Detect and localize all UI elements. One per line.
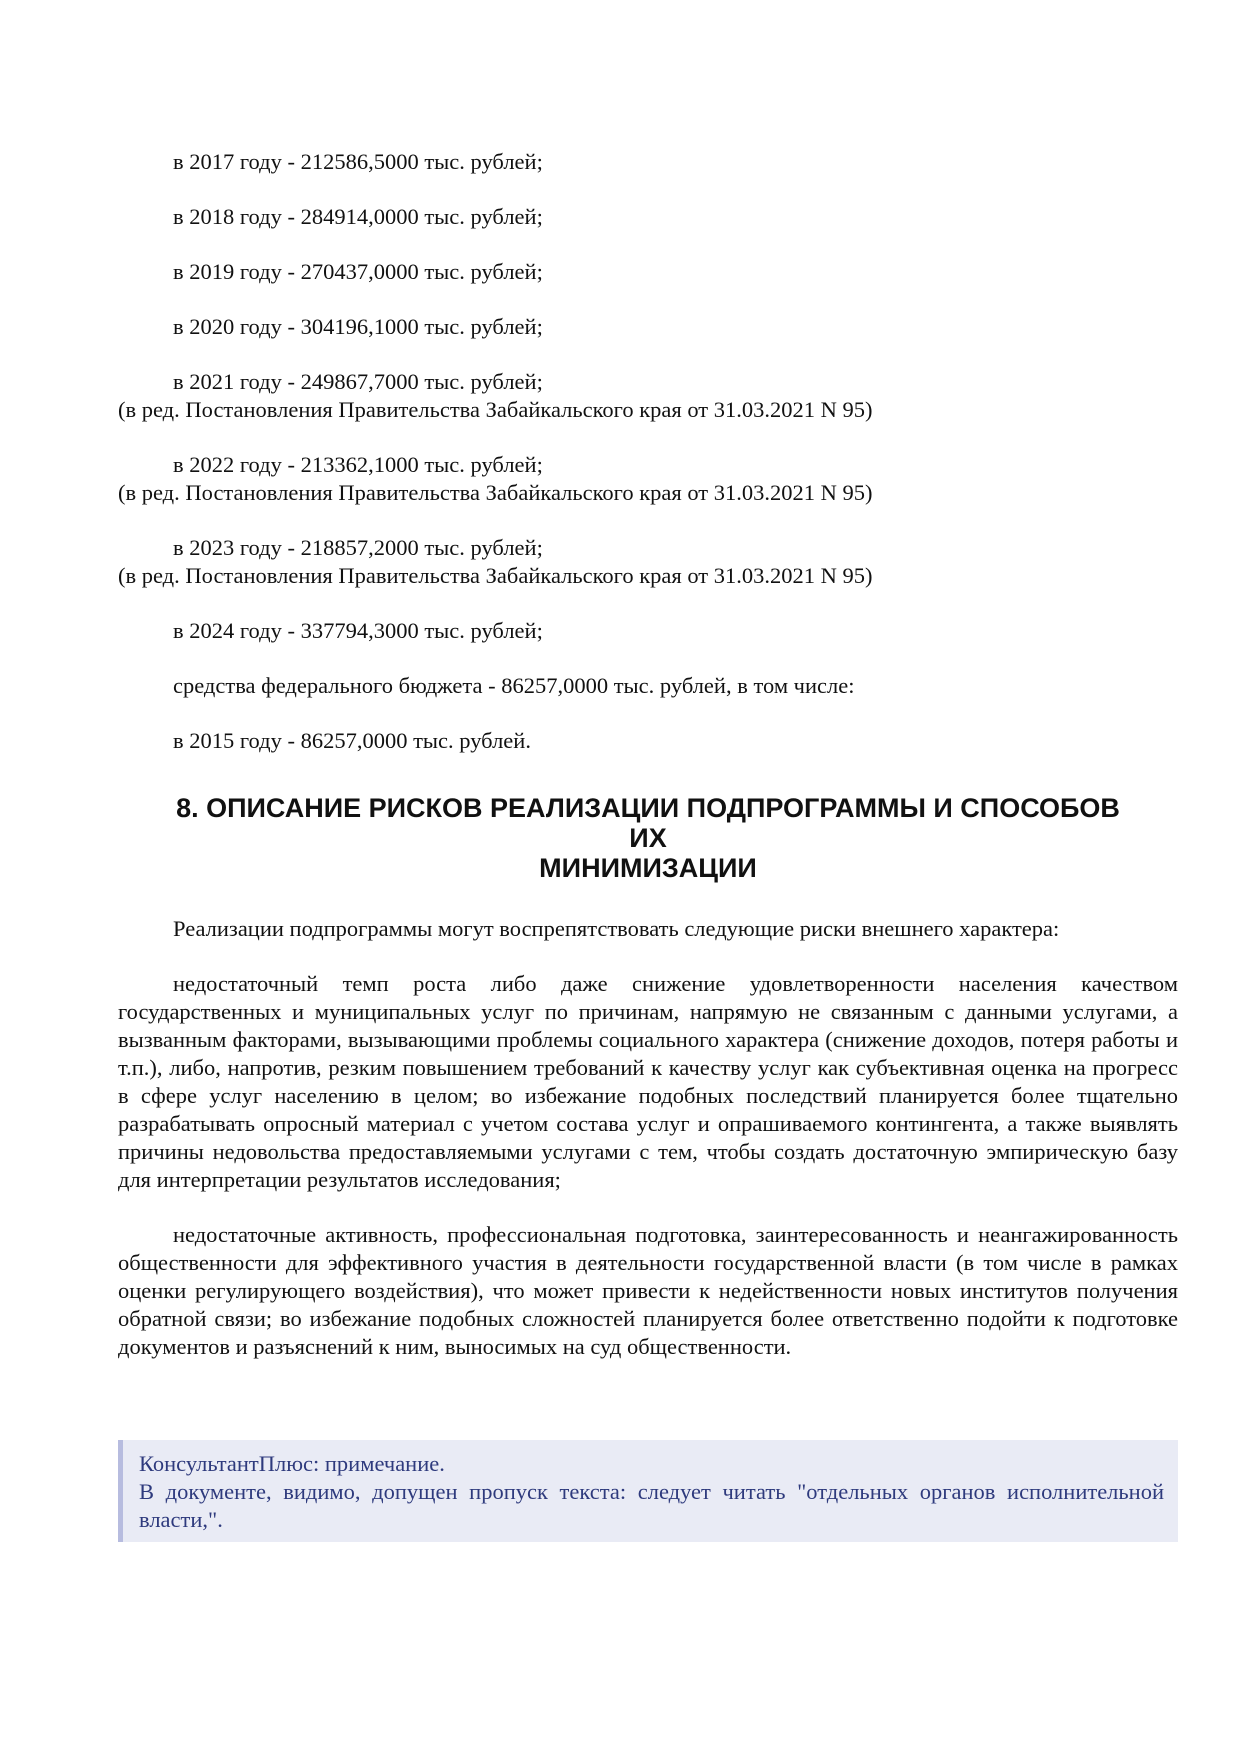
funding-entry [118,313,1178,341]
consultant-note-title: КонсультантПлюс: примечание. [139,1451,445,1476]
funding-entry [118,451,1178,507]
consultant-note-box [118,1440,1178,1542]
section-heading-line: 8. ОПИСАНИЕ РИСКОВ РЕАЛИЗАЦИИ ПОДПРОГРАММЫ И СПОСОБОВ [176,793,1120,823]
funding-line: в 2017 году - 212586,5000 тыс. рублей; [173,149,543,174]
consultant-note-text: В документе, видимо, допущен пропуск текста: следует читать "отдельных органов исполнительной власти,". [139,1479,1164,1532]
document-content [118,148,1178,1388]
funding-entry [118,672,1178,700]
funding-line: в 2015 году - 86257,0000 тыс. рублей. [173,728,531,753]
section-heading-line: ИХ [629,823,667,853]
funding-entry [118,203,1178,231]
funding-entry [118,727,1178,755]
funding-entry [118,368,1178,424]
amendment-note: (в ред. Постановления Правительства Забайкальского края от 31.03.2021 N 95) [118,397,873,422]
funding-list [118,148,1178,755]
risk-paragraph: недостаточные активность, профессиональная подготовка, заинтересованность и неангажированность общественности для эффективного участия в деятельности государственной власти (в том числе в рамках оценки регулирующего воздействия), что может привести к недейственности новых институтов получения обратной связи; во избежание подобных сложностей планируется более ответственно подойти к подготовке документов и разъяснений к ним, выносимых на суд общественности. [118,1222,1178,1359]
section-heading-line: МИНИМИЗАЦИИ [539,853,757,883]
funding-line: средства федерального бюджета - 86257,0000 тыс. рублей, в том числе: [173,673,855,698]
funding-line: в 2023 году - 218857,2000 тыс. рублей; [173,535,543,560]
funding-line: в 2021 году - 249867,7000 тыс. рублей; [173,369,543,394]
section-heading [118,793,1178,883]
funding-line: в 2018 году - 284914,0000 тыс. рублей; [173,204,543,229]
funding-line: в 2024 году - 337794,3000 тыс. рублей; [173,618,543,643]
section-intro: Реализации подпрограммы могут воспрепятствовать следующие риски внешнего характера: [173,916,1060,941]
funding-entry [118,617,1178,645]
funding-line: в 2022 году - 213362,1000 тыс. рублей; [173,452,543,477]
risk-paragraph: недостаточный темп роста либо даже снижение удовлетворенности населения качеством государственных и муниципальных услуг по причинам, напрямую не связанным с данными услугами, а вызванным факторами, вызывающими проблемы социального характера (снижение доходов, потеря работы и т.п.), либо, напротив, резким повышением требований к качеству услуг как субъективная оценка на прогресс в сфере услуг населению в целом; во избежание подобных последствий планируется более тщательно разрабатывать опросный материал с учетом состава услуг и опрашиваемого контингента, а также выявлять причины недовольства предоставляемыми услугами с тем, чтобы создать достаточную эмпирическую базу для интерпретации результатов исследования; [118,971,1178,1192]
funding-entry [118,534,1178,590]
funding-entry [118,148,1178,176]
amendment-note: (в ред. Постановления Правительства Забайкальского края от 31.03.2021 N 95) [118,480,873,505]
funding-line: в 2020 году - 304196,1000 тыс. рублей; [173,314,543,339]
amendment-note: (в ред. Постановления Правительства Забайкальского края от 31.03.2021 N 95) [118,563,873,588]
funding-entry [118,258,1178,286]
funding-line: в 2019 году - 270437,0000 тыс. рублей; [173,259,543,284]
